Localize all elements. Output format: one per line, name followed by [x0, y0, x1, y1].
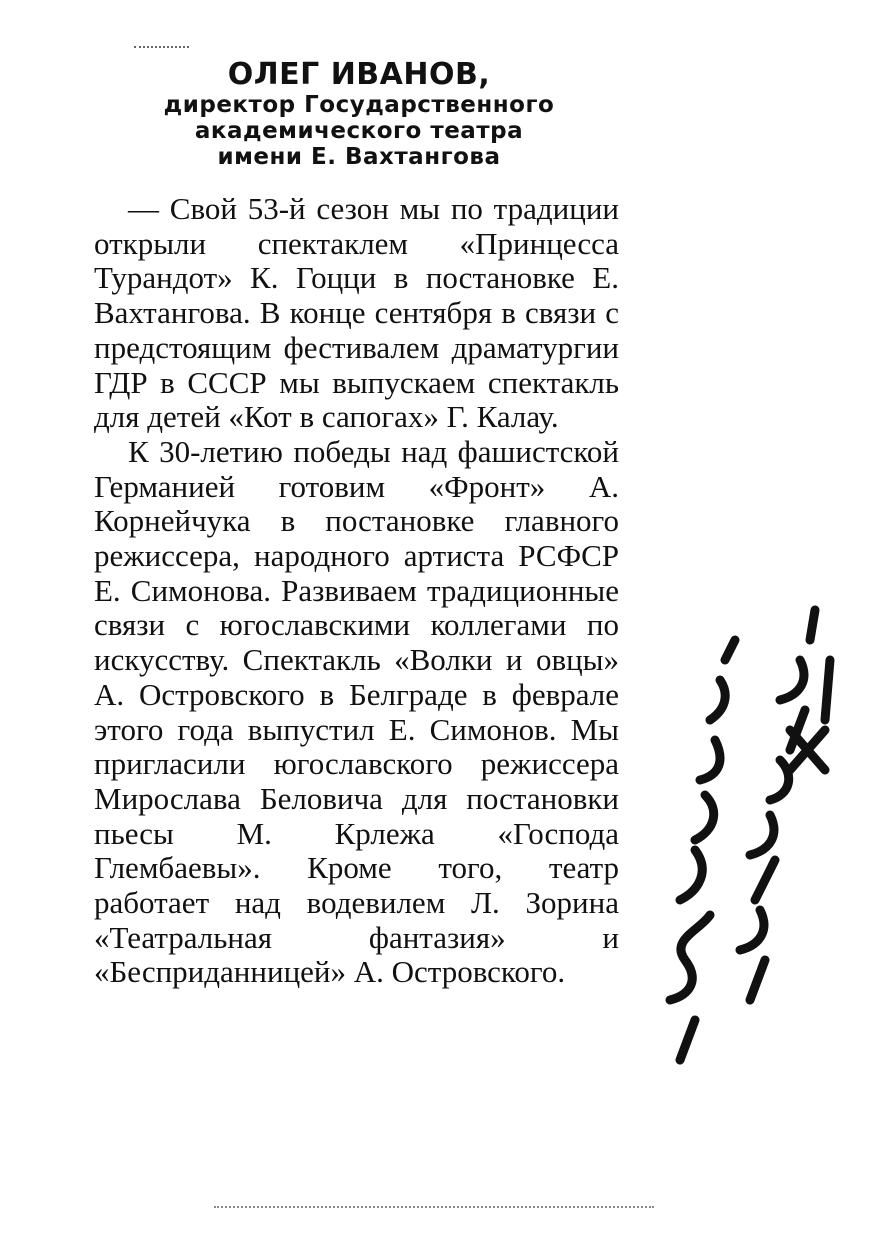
bottom-divider: [214, 1206, 654, 1208]
author-title-line-1: директор Государственного: [163, 92, 555, 118]
author-name: ОЛЕГ ИВАНОВ,: [227, 57, 491, 92]
handwritten-note: [640, 600, 840, 1070]
top-divider: [134, 46, 189, 48]
article-body: [94, 192, 619, 990]
article-paragraph-2: К 30-летию победы над фашистской Германией готовим «Фронт» А. Корнейчука в постановке главного режиссера, народного артиста РСФСР Е. Симонова. Развиваем традиционные связи с югославскими коллегами по искусству. Спектакль «Волки и овцы» А. Островского в Белграде в феврале этого года выпустил Е. Симонов. Мы пригласили югославского режиссера Мирослава Беловича для постановки пьесы М. Крлежа «Господа Глембаевы». Кроме того, театр работает над водевилем Л. Зорина «Театральная фантазия» и «Бесприданницей» А. Островского.: [94, 433, 619, 990]
article-header: [94, 58, 624, 170]
author-title-line-3: имени Е. Вахтангова: [217, 144, 501, 170]
handwritten-signature-icon: [640, 600, 840, 1070]
newspaper-clipping: [94, 40, 624, 1190]
author-title-line-2: академического театра: [194, 118, 524, 144]
article-paragraph-1: — Свой 53-й сезон мы по традиции открыли спектаклем «Принцесса Турандот» К. Гоцци в постановке Е. Вахтангова. В конце сентября в связи с предстоящим фестивалем драматургии ГДР в СССР мы выпускаем спектакль для детей «Кот в сапогах» Г. Калау.: [94, 191, 619, 435]
